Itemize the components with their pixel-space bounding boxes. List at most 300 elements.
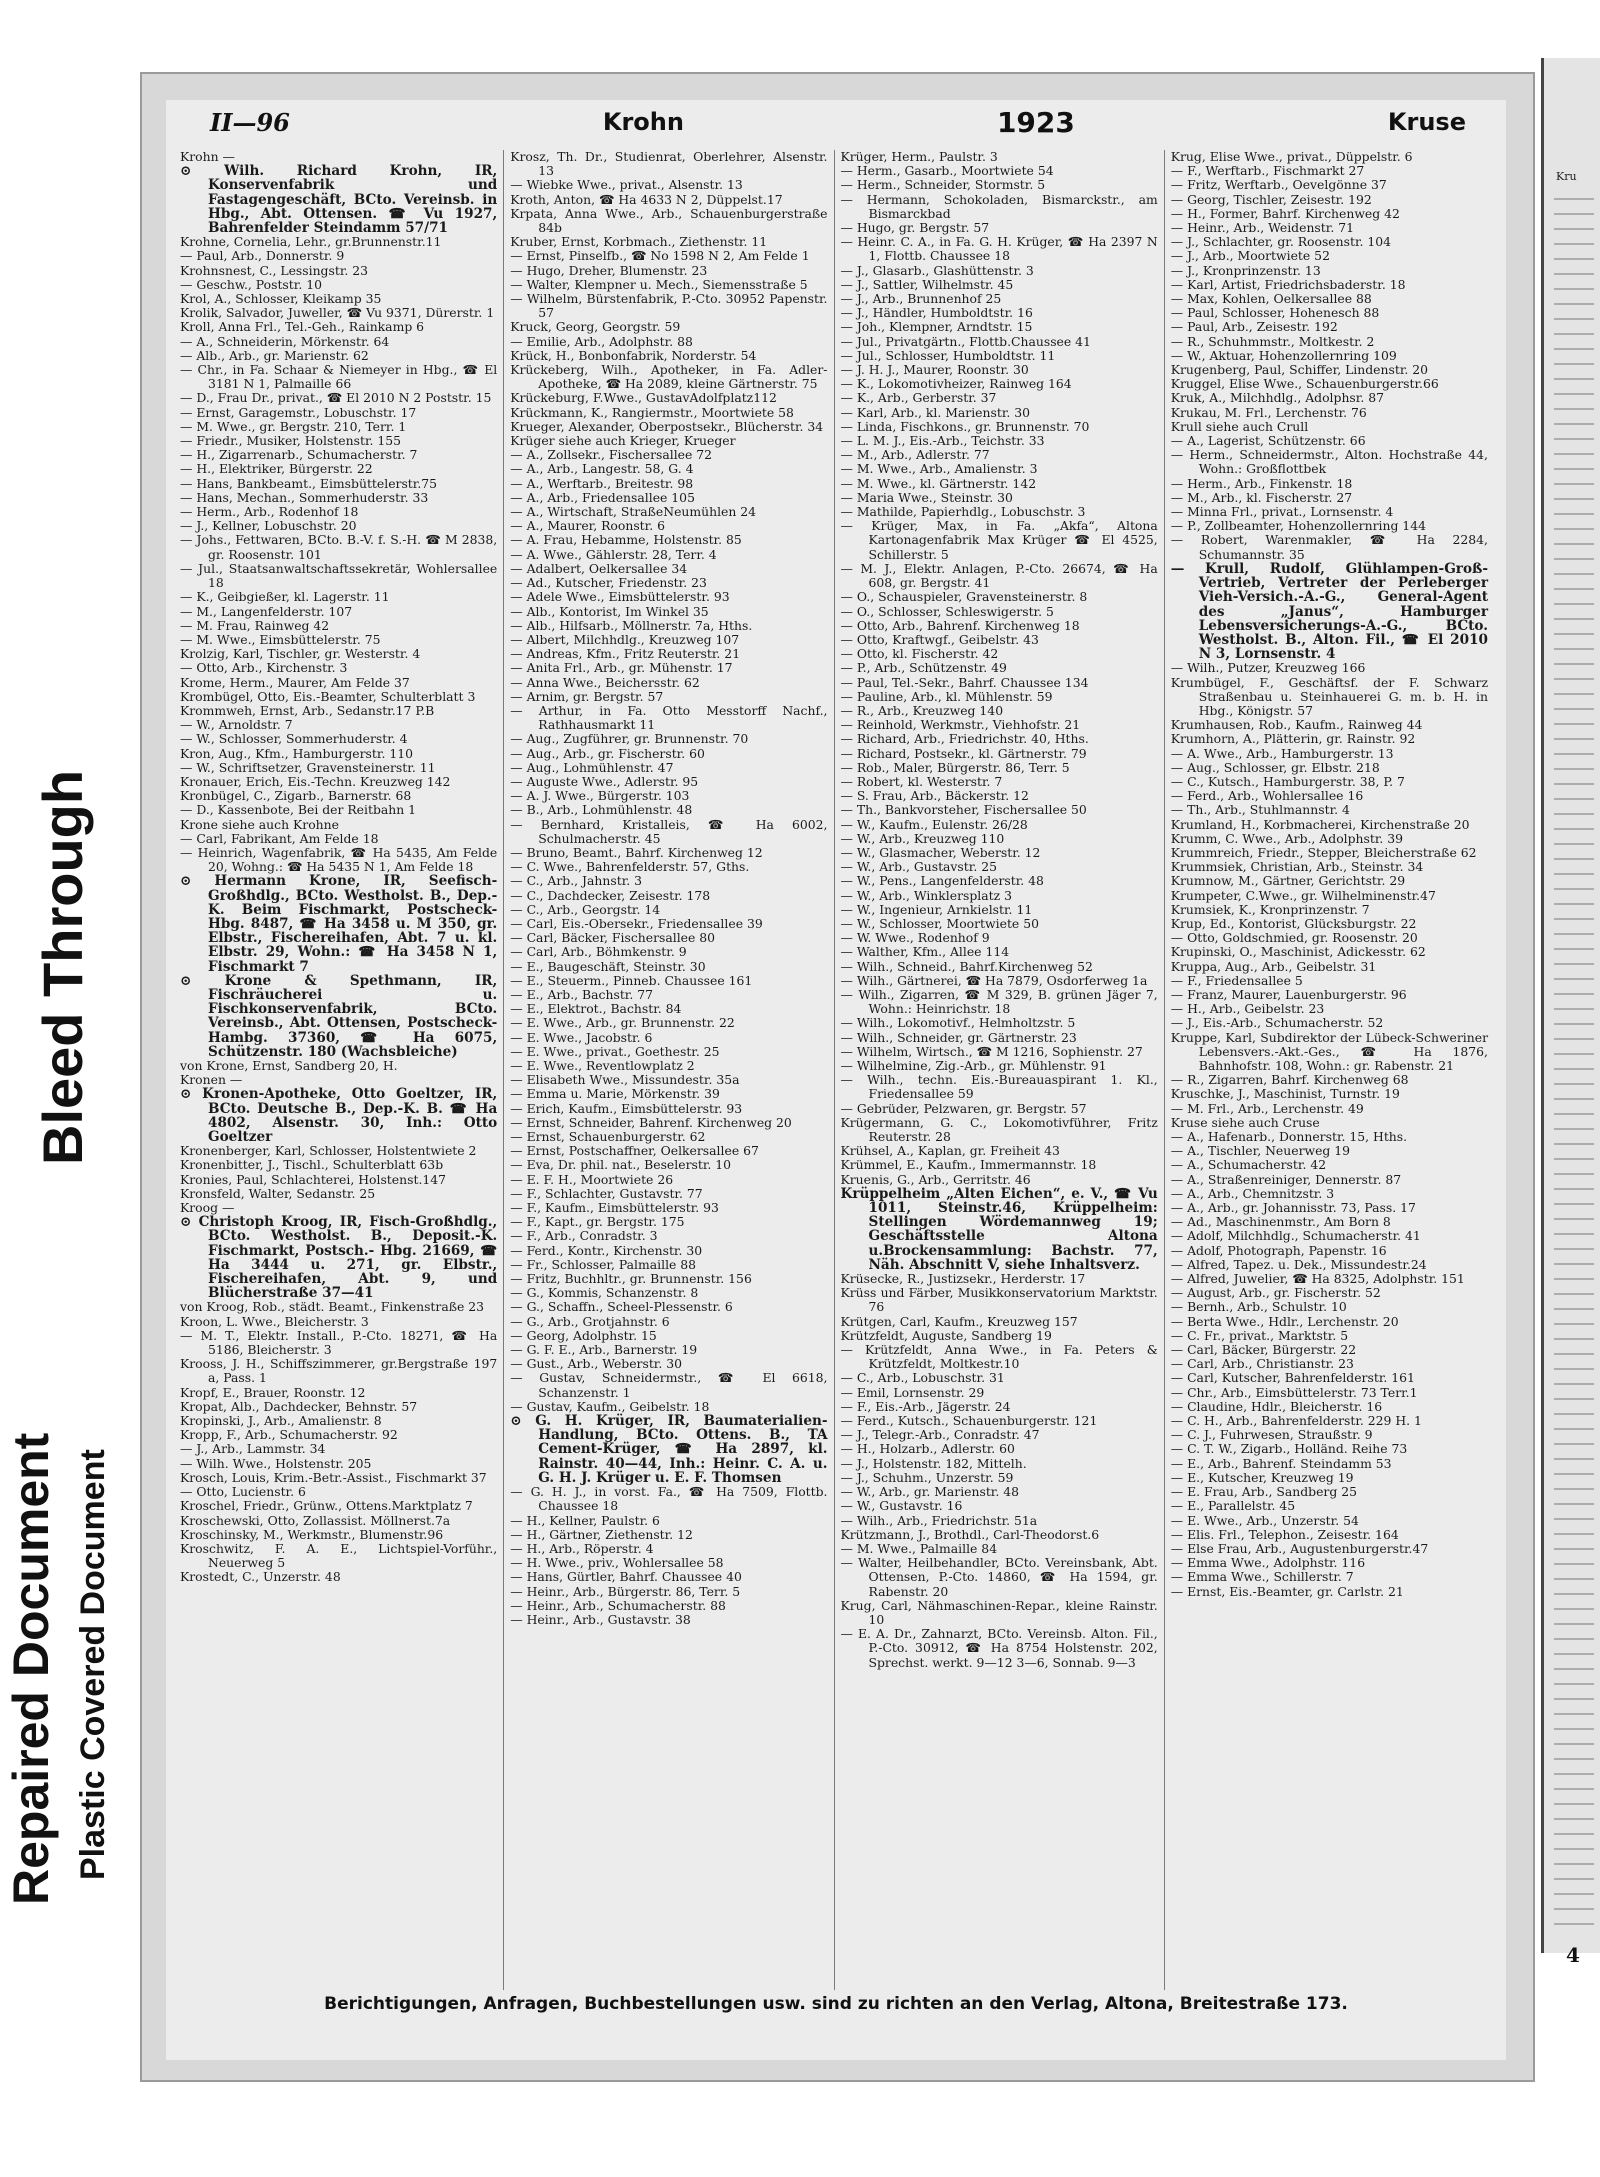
- directory-entry: — Adolf, Milchhdlg., Schumacherstr. 41: [1170, 1228, 1421, 1244]
- directory-entry: Kropinski, J., Arb., Amalienstr. 8: [180, 1413, 382, 1429]
- directory-entry: — Paul, Arb., Donnerstr. 9: [180, 248, 345, 264]
- directory-entry: Kruschke, J., Maschinist, Turnstr. 19: [1170, 1086, 1400, 1102]
- adjacent-page-edge: [1541, 58, 1600, 1967]
- directory-entry: — C., Dachdecker, Zeisestr. 178: [510, 887, 711, 903]
- directory-entry: — W., Schriftsetzer, Gravensteinerstr. 11: [180, 759, 436, 775]
- directory-entry: — E., Arb., Bahrenf. Steindamm 53: [1170, 1455, 1392, 1471]
- directory-entry: — Walter, Heilbehandler, BCto. Vereinsbank, Abt. Ottensen, P.-Cto. 14860, ☎ Ha 1594, gr. Rabenstr. 20: [840, 1555, 1158, 1599]
- directory-entry: — Rob., Maler, Bürgerstr. 86, Terr. 5: [840, 759, 1070, 775]
- directory-entry: Krombügel, Otto, Eis.-Beamter, Schulterblatt 3: [180, 688, 476, 704]
- directory-entry: — Max, Kohlen, Oelkersallee 88: [1170, 291, 1372, 307]
- directory-entry: Krumhorn, A., Plätterin, gr. Rainstr. 92: [1170, 731, 1416, 747]
- directory-entry: — Alfred, Juwelier, ☎ Ha 8325, Adolphstr. 151: [1170, 1271, 1465, 1287]
- directory-entry: Krütgen, Carl, Kaufm., Kreuzweg 157: [840, 1313, 1078, 1329]
- directory-entry: — Hugo, gr. Bergstr. 57: [840, 220, 990, 236]
- directory-entry: — Ernst, Schneider, Bahrenf. Kirchenweg 20: [510, 1114, 792, 1130]
- directory-entry: — Bernhard, Kristalleis, ☎ Ha 6002, Schulmacherstr. 45: [510, 816, 828, 846]
- directory-entry: — J., Sattler, Wilhelmstr. 45: [840, 276, 1014, 292]
- directory-entry: — J. H. J., Maurer, Roonstr. 30: [840, 362, 1029, 378]
- directory-entry: — Otto, Arb., Bahrenf. Kirchenweg 18: [840, 617, 1080, 633]
- directory-entry: Krützfeldt, Auguste, Sandberg 19: [840, 1327, 1052, 1343]
- directory-entry: — J., Glasarb., Glashüttenstr. 3: [840, 262, 1034, 278]
- directory-entry: — A. Frau, Hebamme, Holstenstr. 85: [510, 532, 742, 548]
- directory-entry: — A., Tischler, Neuerweg 19: [1170, 1143, 1351, 1159]
- directory-entry: — E. Wwe., Jacobstr. 6: [510, 1029, 653, 1045]
- directory-entry: — Adolf, Photograph, Papenstr. 16: [1170, 1242, 1387, 1258]
- directory-entry: — A., Straßenreiniger, Dennerstr. 87: [1170, 1171, 1402, 1187]
- directory-entry: — F., Schlachter, Gustavstr. 77: [510, 1185, 703, 1201]
- directory-entry: — Alb., Hilfsarb., Möllnerstr. 7a, Hths.: [510, 617, 753, 633]
- directory-entry: — Walther, Kfm., Allee 114: [840, 944, 1010, 960]
- publisher-footer: Berichtigungen, Anfragen, Buchbestellungen usw. sind zu richten an den Verlag, Altona, Breitestraße 173.: [324, 1994, 1348, 2014]
- directory-entry: — J., Telegr.-Arb., Conradstr. 47: [840, 1427, 1040, 1443]
- directory-entry: — M. Wwe., Eimsbüttelerstr. 75: [180, 631, 381, 647]
- directory-entry: — S. Frau, Arb., Bäckerstr. 12: [840, 788, 1029, 804]
- directory-entry: — Wilh., Schneider, gr. Gärtnerstr. 23: [840, 1029, 1077, 1045]
- directory-entry: — Carl, Arb., Böhmkenstr. 9: [510, 944, 687, 960]
- header-last-entry: Kruse: [1387, 108, 1466, 136]
- directory-entry: — A. Wwe., Gählerstr. 28, Terr. 4: [510, 546, 717, 562]
- directory-entry: Kruck, Georg, Georgstr. 59: [510, 319, 681, 335]
- directory-entry: — G. H. J., in vorst. Fa., ☎ Ha 7509, Flottb. Chaussee 18: [510, 1484, 828, 1514]
- directory-entry: — Emma Wwe., Schillerstr. 7: [1170, 1569, 1354, 1585]
- directory-entry: — Aug., Zugführer, gr. Brunnenstr. 70: [510, 731, 749, 747]
- directory-entry: — J., Arb., Brunnenhof 25: [840, 291, 1002, 307]
- directory-entry: Krumm, C. Wwe., Arb., Adolphstr. 39: [1170, 830, 1404, 846]
- directory-entry: — E., Elektrot., Bachstr. 84: [510, 1001, 682, 1017]
- directory-columns: [174, 150, 1494, 1990]
- directory-entry: — Wilh., Schneid., Bahrf.Kirchenweg 52: [840, 958, 1093, 974]
- directory-entry: — Carl, Kutscher, Bahrenfelderstr. 161: [1170, 1370, 1415, 1386]
- directory-entry: — W., Arb., Kreuzweg 110: [840, 830, 1005, 846]
- directory-entry: — Emma u. Marie, Mörkenstr. 39: [510, 1086, 720, 1102]
- directory-entry: — Ferd., Kontr., Kirchenstr. 30: [510, 1242, 703, 1258]
- directory-entry: Krümmel, E., Kaufm., Immermannstr. 18: [840, 1157, 1097, 1173]
- directory-entry: Krumland, H., Korbmacherei, Kirchenstraße 20: [1170, 816, 1470, 832]
- directory-entry: — H., Former, Bahrf. Kirchenweg 42: [1170, 205, 1400, 221]
- directory-entry: — Paul, Arb., Zeisestr. 192: [1170, 319, 1338, 335]
- directory-entry: — Robert, Warenmakler, ☎ Ha 2284, Schumannstr. 35: [1170, 532, 1488, 562]
- directory-entry: — D., Kassenbote, Bei der Reitbahn 1: [180, 802, 417, 818]
- directory-entry: Krug, Carl, Nähmaschinen-Repar., kleine Rainstr. 10: [840, 1597, 1158, 1627]
- directory-entry: — Alb., Arb., gr. Marienstr. 62: [180, 347, 369, 363]
- directory-entry: — W., Kaufm., Eulenstr. 26/28: [840, 816, 1028, 832]
- directory-entry: — M. Wwe., Arb., Amalienstr. 3: [840, 461, 1038, 477]
- directory-entry: Krüger siehe auch Krieger, Krueger: [510, 433, 736, 449]
- adjacent-page-number: 4: [1566, 1943, 1580, 1967]
- directory-entry: — O., Schlosser, Schleswigerstr. 5: [840, 603, 1054, 619]
- directory-entry: — J., Holstenstr. 182, Mittelh.: [840, 1455, 1027, 1471]
- directory-entry: — M., Langenfelderstr. 107: [180, 603, 353, 619]
- directory-entry: — Otto, kl. Fischerstr. 42: [840, 646, 999, 662]
- directory-entry: — J., Kellner, Lobuschstr. 20: [180, 518, 357, 534]
- directory-entry: Krone siehe auch Krohne: [180, 816, 339, 832]
- directory-entry: — Fritz, Buchhltr., gr. Brunnenstr. 156: [510, 1271, 752, 1287]
- directory-entry: von Krone, Ernst, Sandberg 20, H.: [180, 1058, 398, 1073]
- directory-entry: — E. Wwe., Arb., gr. Brunnenstr. 22: [510, 1015, 735, 1031]
- directory-entry: Krol, A., Schlosser, Kleikamp 35: [180, 291, 382, 307]
- directory-entry: — Alfred, Tapez. u. Dek., Missundestr.24: [1170, 1256, 1427, 1272]
- directory-entry: — Johs., Fettwaren, BCto. B.-V. f. S.-H. ☎ M 2838, gr. Roosenstr. 101: [180, 532, 498, 562]
- directory-entry: ⊙ G. H. Krüger, IR, Baumaterialien-Handlung, BCto. Ottens. B., TA Cement-Krüger, ☎ Ha 2897, kl. Rainstr. 40—44, Inh.: Heinr. C. A. u. G. H. J. Krüger u. E. F. Thomsen: [510, 1413, 828, 1486]
- directory-entry: — Wilh., Zigarren, ☎ M 329, B. grünen Jäger 7, Wohn.: Heinrichstr. 18: [840, 986, 1158, 1017]
- directory-entry: Kroschel, Friedr., Grünw., Ottens.Marktplatz 7: [180, 1498, 473, 1514]
- directory-entry: Kruggel, Elise Wwe., Schauenburgerstr.66: [1170, 376, 1439, 392]
- directory-entry: — Anna Wwe., Beichersstr. 62: [510, 674, 700, 690]
- directory-entry: — J., Schlachter, gr. Roosenstr. 104: [1170, 234, 1392, 250]
- directory-entry: — Wilh. Wwe., Holstenstr. 205: [180, 1455, 372, 1471]
- directory-entry: — Ad., Maschinenmstr., Am Born 8: [1170, 1214, 1391, 1230]
- column-2: [504, 150, 834, 1990]
- directory-entry: — Wilh., Putzer, Kreuzweg 166: [1170, 660, 1366, 676]
- directory-entry: — Minna Frl., privat., Lornsenstr. 4: [1170, 504, 1394, 520]
- directory-entry: — C., Arb., Georgstr. 14: [510, 901, 661, 917]
- directory-entry: — K., Arb., Gerberstr. 37: [840, 390, 997, 406]
- directory-entry: Kronenberger, Karl, Schlosser, Holstentwiete 2: [180, 1143, 477, 1159]
- directory-entry: Krüppelheim „Alten Eichen“, e. V., ☎ Vu 1011, Steinstr.46, Krüppelheim: Stellingen Wördemannweg 19; Geschäftsstelle Altona u.Brockensammlung: Bachstr. 77, Näh. Abschnitt V, siehe Inhaltsverz.: [840, 1185, 1158, 1273]
- directory-entry: Krolzig, Karl, Tischler, gr. Westerstr. 4: [180, 646, 421, 662]
- adjacent-page-fragment: Kru: [1556, 170, 1577, 183]
- directory-entry: — E., Arb., Bachstr. 77: [510, 986, 654, 1002]
- directory-entry: ⊙ Krone & Spethmann, IR, Fischräucherei u. Fischkonservenfabrik, BCto. Vereinsb., Abt. Ottensen, Postscheck- Hambg. 37360, ☎ Ha 6075, Schützenstr. 180 (Wachsbleiche): [180, 972, 498, 1060]
- directory-entry: — Otto, Goldschmied, gr. Roosenstr. 20: [1170, 930, 1418, 946]
- directory-entry: — F., Kapt., gr. Bergstr. 175: [510, 1214, 685, 1230]
- directory-entry: — F., Eis.-Arb., Jägerstr. 24: [840, 1398, 1011, 1414]
- directory-entry: Krück, H., Bonbonfabrik, Norderstr. 54: [510, 347, 757, 363]
- directory-entry: — M. Wwe., gr. Bergstr. 210, Terr. 1: [180, 418, 407, 434]
- directory-entry: — Arthur, in Fa. Otto Messtorff Nachf., Rathhausmarkt 11: [510, 702, 828, 733]
- directory-entry: — A., Wirtschaft, StraßeNeumühlen 24: [510, 504, 757, 520]
- directory-entry: Kroon, L. Wwe., Bleicherstr. 3: [180, 1313, 369, 1329]
- directory-entry: — Reinhold, Werkmstr., Viehhofstr. 21: [840, 717, 1081, 733]
- directory-entry: — Hans, Gürtler, Bahrf. Chaussee 40: [510, 1569, 742, 1585]
- directory-entry: ⊙ Christoph Kroog, IR, Fisch-Großhdlg., BCto. Westholst. B., Deposit.-K. Fischmarkt, Postsch.- Hbg. 21669, ☎ Ha 3444 u. 271, gr. Elbstr., Fischereihafen, Abt. 9, und Blücherstraße 37—41: [180, 1214, 498, 1302]
- directory-entry: — Emma Wwe., Adolphstr. 116: [1170, 1555, 1366, 1571]
- directory-entry: — G., Schaffn., Scheel-Plessenstr. 6: [510, 1299, 733, 1315]
- directory-entry: Kronbügel, C., Zigarb., Barnerstr. 68: [180, 788, 412, 804]
- directory-entry: — E. Wwe., privat., Goethestr. 25: [510, 1043, 720, 1059]
- directory-entry: — Berta Wwe., Hdlr., Lerchenstr. 20: [1170, 1313, 1399, 1329]
- directory-entry: — R., Zigarren, Bahrf. Kirchenweg 68: [1170, 1072, 1409, 1088]
- directory-entry: — M. Wwe., Palmaille 84: [840, 1540, 998, 1556]
- directory-entry: — Gebrüder, Pelzwaren, gr. Bergstr. 57: [840, 1100, 1087, 1116]
- directory-entry: — H., Zigarrenarb., Schumacherstr. 7: [180, 447, 418, 463]
- directory-entry: — Fr., Schlosser, Palmaille 88: [510, 1256, 697, 1272]
- header-first-entry: Krohn: [602, 108, 684, 136]
- directory-entry: — Albert, Milchhdlg., Kreuzweg 107: [510, 631, 740, 647]
- directory-entry: — Geschw., Poststr. 10: [180, 276, 322, 292]
- directory-entry: Krumsiek, K., Kronprinzenstr. 7: [1170, 901, 1370, 917]
- directory-entry: Krupinski, O., Maschinist, Adickesstr. 62: [1170, 944, 1426, 960]
- directory-entry: Krohne, Cornelia, Lehr., gr.Brunnenstr.11: [180, 234, 442, 250]
- directory-entry: — Chr., in Fa. Schaar & Niemeyer in Hbg., ☎ El 3181 N 1, Palmaille 66: [180, 362, 498, 392]
- directory-entry: — W., Gustavstr. 16: [840, 1498, 963, 1514]
- directory-entry: Krommweh, Ernst, Arb., Sedanstr.17 P.B: [180, 702, 435, 718]
- directory-entry: — K., Lokomotivheizer, Rainweg 164: [840, 376, 1072, 392]
- directory-entry: — Heinr., Arb., Gustavstr. 38: [510, 1611, 691, 1627]
- directory-entry: — A., Arb., gr. Johannisstr. 73, Pass. 17: [1170, 1200, 1416, 1216]
- directory-entry: — Georg, Tischler, Zeisestr. 192: [1170, 191, 1372, 207]
- directory-entry: — E. F. H., Moortwiete 26: [510, 1171, 674, 1187]
- directory-entry: — Aug., Arb., gr. Fischerstr. 60: [510, 745, 705, 761]
- directory-entry: — Herm., Gasarb., Moortwiete 54: [840, 163, 1054, 179]
- directory-entry: — Carl, Bäcker, Bürgerstr. 22: [1170, 1342, 1357, 1358]
- directory-entry: — Ernst, Pinselfb., ☎ No 1598 N 2, Am Felde 1: [510, 248, 810, 264]
- directory-entry: — Wilh., Lokomotivf., Helmholtzstr. 5: [840, 1015, 1076, 1031]
- directory-entry: — Joh., Klempner, Arndtstr. 15: [840, 319, 1033, 335]
- directory-entry: — Emil, Lornsenstr. 29: [840, 1384, 985, 1400]
- scanner-margin: [0, 0, 140, 2177]
- directory-entry: Kropat, Alb., Dachdecker, Behnstr. 57: [180, 1398, 418, 1414]
- directory-entry: — W., Arb., Gustavstr. 25: [840, 859, 997, 875]
- directory-entry: Kroll, Anna Frl., Tel.-Geh., Rainkamp 6: [180, 319, 425, 335]
- directory-entry: — P., Arb., Schützenstr. 49: [840, 660, 1007, 676]
- directory-entry: — Ernst, Postschaffner, Oelkersallee 67: [510, 1143, 759, 1159]
- directory-entry: — Herm., Arb., Rodenhof 18: [180, 504, 359, 520]
- directory-entry: — C. Fr., privat., Marktstr. 5: [1170, 1327, 1349, 1343]
- directory-entry: Kron, Aug., Kfm., Hamburgerstr. 110: [180, 745, 413, 761]
- directory-entry: — Otto, Kraftwgf., Geibelstr. 43: [840, 631, 1039, 647]
- directory-entry: — W., Arb., gr. Marienstr. 48: [840, 1484, 1020, 1500]
- directory-entry: — Gustav, Schneidermstr., ☎ El 6618, Schanzenstr. 1: [510, 1370, 828, 1400]
- directory-entry: — M. J., Elektr. Anlagen, P.-Cto. 26674, ☎ Ha 608, gr. Bergstr. 41: [840, 560, 1158, 591]
- directory-entry: — Herm., Schneidermstr., Alton. Hochstraße 44, Wohn.: Großflottbek: [1170, 447, 1488, 477]
- directory-entry: — Ernst, Eis.-Beamter, gr. Carlstr. 21: [1170, 1583, 1404, 1599]
- directory-entry: Krumhausen, Rob., Kaufm., Rainweg 44: [1170, 717, 1423, 733]
- directory-entry: — C. T. W., Zigarb., Holländ. Reihe 73: [1170, 1441, 1408, 1457]
- directory-entry: — A., Werftarb., Breitestr. 98: [510, 475, 694, 491]
- directory-entry: — W., Schlosser, Sommerhuderstr. 4: [180, 731, 408, 747]
- directory-entry: — Walter, Klempner u. Mech., Siemensstraße 5: [510, 276, 808, 292]
- directory-entry: — Linda, Fischkons., gr. Brunnenstr. 70: [840, 418, 1090, 434]
- directory-entry: — Paul, Tel.-Sekr., Bahrf. Chaussee 134: [840, 674, 1089, 690]
- directory-entry: — B., Arb., Lohmühlenstr. 48: [510, 802, 693, 818]
- directory-entry: — Bruno, Beamt., Bahrf. Kirchenweg 12: [510, 844, 763, 860]
- directory-entry: Kroschwitz, F. A. E., Lichtspiel-Vorführ., Neuerweg 5: [180, 1540, 498, 1571]
- page-number: II—96: [210, 107, 290, 137]
- directory-entry: — Aug., Lohmühlenstr. 47: [510, 759, 674, 775]
- directory-entry: — A., Arb., Chemnitzstr. 3: [1170, 1185, 1335, 1201]
- directory-entry: — Chr., Arb., Eimsbüttelerstr. 73 Terr.1: [1170, 1384, 1418, 1400]
- directory-entry: — Claudine, Hdlr., Bleicherstr. 16: [1170, 1398, 1383, 1414]
- directory-entry: Krumnow, M., Gärtner, Gerichtstr. 29: [1170, 873, 1406, 889]
- directory-entry: — Gustav, Kaufm., Geibelstr. 18: [510, 1398, 710, 1414]
- directory-entry: — W., Schlosser, Moortwiete 50: [840, 915, 1039, 931]
- directory-entry: — C. H., Arb., Bahrenfelderstr. 229 H. 1: [1170, 1413, 1422, 1429]
- directory-entry: — G., Kommis, Schanzenstr. 8: [510, 1285, 699, 1301]
- directory-entry: Kronies, Paul, Schlachterei, Holstenst.147: [180, 1171, 447, 1187]
- column-4: [1165, 150, 1494, 1990]
- directory-entry: Kropf, E., Brauer, Roonstr. 12: [180, 1384, 366, 1400]
- directory-entry: Krostedt, C., Unzerstr. 48: [180, 1569, 341, 1585]
- directory-entry: — C., Kutsch., Hamburgerstr. 38, P. 7: [1170, 773, 1405, 789]
- directory-entry: — Th., Bankvorsteher, Fischersallee 50: [840, 802, 1087, 818]
- directory-entry: — Otto, Lucienstr. 6: [180, 1484, 306, 1500]
- directory-entry: Krukau, M. Frl., Lerchenstr. 76: [1170, 404, 1367, 420]
- column-1: [174, 150, 504, 1990]
- directory-entry: — Emilie, Arb., Adolphstr. 88: [510, 333, 693, 349]
- directory-entry: Krummsiek, Christian, Arb., Steinstr. 34: [1170, 859, 1424, 875]
- directory-entry: — A., Maurer, Roonstr. 6: [510, 518, 665, 534]
- directory-entry: — G., Arb., Grotjahnstr. 6: [510, 1313, 670, 1329]
- directory-entry: — Wiebke Wwe., privat., Alsenstr. 13: [510, 177, 743, 193]
- directory-entry: — Heinr., Arb., Bürgerstr. 86, Terr. 5: [510, 1583, 741, 1599]
- directory-entry: — Krull, Rudolf, Glühlampen-Groß-Vertrieb, Vertreter der Perleberger Vieh-Versich.-A.-G., General-Agent des „Janus“, Hamburger Lebensversicherungs-A.-G., BCto. Westholst. B., Alton. Fil., ☎ El 2010 N 3, Lornsenstr. 4: [1170, 560, 1488, 663]
- directory-entry: — Ferd., Kutsch., Schauenburgerstr. 121: [840, 1413, 1098, 1429]
- directory-entry: — J., Arb., Moortwiete 52: [1170, 248, 1330, 264]
- directory-entry: — Wilh., techn. Eis.-Bureauaspirant 1. Kl., Friedensallee 59: [840, 1072, 1158, 1102]
- directory-entry: — H., Holzarb., Adlerstr. 60: [840, 1441, 1015, 1457]
- directory-entry: Kroschinsky, M., Werkmstr., Blumenstr.96: [180, 1526, 444, 1542]
- repaired-document-label: Repaired Document: [3, 1432, 59, 1905]
- directory-entry: Krull siehe auch Crull: [1170, 418, 1309, 434]
- directory-entry: — Carl, Eis.-Obersekr., Friedensallee 39: [510, 915, 763, 931]
- page-header: [166, 100, 1506, 144]
- directory-entry: — A., Hafenarb., Donnerstr. 15, Hths.: [1170, 1129, 1408, 1145]
- directory-entry: — H., Kellner, Paulstr. 6: [510, 1512, 660, 1528]
- plastic-covered-label: Plastic Covered Document: [74, 1449, 112, 1880]
- directory-entry: Krooss, J. H., Schiffszimmerer, gr.Bergstraße 197 a, Pass. 1: [180, 1356, 498, 1386]
- directory-entry: — H., Arb., Röperstr. 4: [510, 1540, 654, 1556]
- directory-entry: — Carl, Arb., Christianstr. 23: [1170, 1356, 1354, 1372]
- directory-entry: — C. Wwe., Bahrenfelderstr. 57, Gths.: [510, 859, 750, 875]
- directory-entry: — A., Lagerist, Schützenstr. 66: [1170, 433, 1366, 449]
- directory-entry: Krückmann, K., Rangiermstr., Moortwiete 58: [510, 404, 794, 420]
- directory-entry: Krüsecke, R., Justizsekr., Herderstr. 17: [840, 1271, 1086, 1287]
- directory-entry: — Richard, Arb., Friedrichstr. 40, Hths.: [840, 731, 1089, 747]
- directory-entry: — M., Arb., kl. Fischerstr. 27: [1170, 489, 1353, 505]
- directory-entry: — R., Arb., Kreuzweg 140: [840, 702, 1004, 718]
- directory-entry: Kronsfeld, Walter, Sedanstr. 25: [180, 1185, 376, 1201]
- directory-entry: — Ad., Kutscher, Friedenstr. 23: [510, 575, 707, 591]
- directory-entry: Krome, Herm., Maurer, Am Felde 37: [180, 674, 410, 690]
- directory-entry: — Alb., Kontorist, Im Winkel 35: [510, 603, 709, 619]
- directory-entry: — Elisabeth Wwe., Missundestr. 35a: [510, 1072, 740, 1088]
- directory-entry: — Heinrich, Wagenfabrik, ☎ Ha 5435, Am Felde 20, Wohng.: ☎ Ha 5435 N 1, Am Felde 18: [180, 844, 498, 875]
- directory-entry: — A., Zollsekr., Fischersallee 72: [510, 447, 713, 463]
- directory-entry: — Wilh., Gärtnerei, ☎ Ha 7879, Osdorferweg 1a: [840, 972, 1148, 988]
- directory-entry: — H., Arb., Geibelstr. 23: [1170, 1001, 1325, 1017]
- directory-entry: — Carl, Bäcker, Fischersallee 80: [510, 930, 716, 946]
- directory-entry: — H., Elektriker, Bürgerstr. 22: [180, 461, 373, 477]
- directory-entry: Krugenberg, Paul, Schiffer, Lindenstr. 20: [1170, 362, 1429, 378]
- directory-entry: — R., Schuhmmstr., Moltkestr. 2: [1170, 333, 1375, 349]
- directory-entry: — Hans, Bankbeamt., Eimsbüttelerstr.75: [180, 475, 438, 491]
- directory-entry: — F., Arb., Conradstr. 3: [510, 1228, 658, 1244]
- directory-entry: — Paul, Schlosser, Hohenesch 88: [1170, 305, 1380, 321]
- directory-entry: Kroth, Anton, ☎ Ha 4633 N 2, Düppelst.17: [510, 191, 783, 207]
- directory-entry: — C., Arb., Jahnstr. 3: [510, 873, 643, 889]
- directory-entry: — E., Steuerm., Pinneb. Chaussee 161: [510, 972, 753, 988]
- directory-entry: — Franz, Maurer, Lauenburgerstr. 96: [1170, 986, 1407, 1002]
- directory-entry: — Wilhelmine, Zig.-Arb., gr. Mühlenstr. 91: [840, 1058, 1107, 1073]
- directory-entry: Kruenis, G., Arb., Gerritstr. 46: [840, 1171, 1031, 1187]
- directory-entry: — Heinr. C. A., in Fa. G. H. Krüger, ☎ Ha 2397 N 1, Flottb. Chaussee 18: [840, 234, 1158, 264]
- directory-entry: — H. Wwe., priv., Wohlersallee 58: [510, 1555, 724, 1571]
- directory-entry: — Anita Frl., Arb., gr. Mühenstr. 17: [510, 660, 733, 676]
- directory-entry: — Hans, Mechan., Sommerhuderstr. 33: [180, 489, 429, 505]
- directory-entry: — A., Schneiderin, Mörkenstr. 64: [180, 333, 390, 349]
- directory-entry: Kruber, Ernst, Korbmach., Ziethenstr. 11: [510, 234, 768, 250]
- directory-entry: — Wilh., Arb., Friedrichstr. 51a: [840, 1512, 1038, 1528]
- directory-entry: — E., Baugeschäft, Steinstr. 30: [510, 958, 706, 974]
- bleed-through-label: Bleed Through: [31, 769, 94, 1165]
- directory-entry: — J., Kronprinzenstr. 13: [1170, 262, 1321, 278]
- directory-entry: — Pauline, Arb., kl. Mühlenstr. 59: [840, 688, 1053, 704]
- directory-entry: — Wilhelm, Wirtsch., ☎ M 1216, Sophienstr. 27: [840, 1043, 1143, 1059]
- scanned-page: [140, 72, 1535, 2082]
- directory-entry: — Erich, Kaufm., Eimsbüttelerstr. 93: [510, 1100, 743, 1116]
- directory-entry: Krumbügel, F., Geschäftsf. der F. Schwarz Straßenbau u. Steinhauerei G. m. b. H. in Hbg., Königstr. 57: [1170, 674, 1488, 718]
- directory-entry: — Andreas, Kfm., Fritz Reuterstr. 21: [510, 646, 741, 662]
- directory-entry: Krüger, Herm., Paulstr. 3: [840, 150, 998, 164]
- directory-entry: — M., Arb., Adlerstr. 77: [840, 447, 990, 463]
- directory-entry: — E., Parallelstr. 45: [1170, 1498, 1296, 1514]
- directory-entry: ⊙ Kronen-Apotheke, Otto Goeltzer, IR, BCto. Deutsche B., Dep.-K. B. ☎ Ha 4802, Alsenstr. 30, Inh.: Otto Goeltzer: [180, 1086, 498, 1146]
- directory-entry: Krückeburg, F.Wwe., GustavAdolfplatz112: [510, 390, 777, 406]
- directory-entry: — M. Frau, Rainweg 42: [180, 617, 330, 633]
- directory-entry: — Fritz, Werftarb., Oevelgönne 37: [1170, 177, 1387, 193]
- directory-entry: Kroschewski, Otto, Zollassist. Möllnerst.7a: [180, 1512, 451, 1528]
- directory-entry: — Friedr., Musiker, Holstenstr. 155: [180, 433, 402, 449]
- directory-entry: Krueger, Alexander, Oberpostsekr., Blücherstr. 34: [510, 418, 824, 434]
- directory-entry: — C., Arb., Lobuschstr. 31: [840, 1370, 1005, 1386]
- directory-entry: Kropp, F., Arb., Schumacherstr. 92: [180, 1427, 398, 1443]
- directory-entry: — F., Friedensallee 5: [1170, 972, 1303, 988]
- directory-entry: — F., Kaufm., Eimsbüttelerstr. 93: [510, 1200, 719, 1216]
- directory-entry: — O., Schauspieler, Gravensteinerstr. 8: [840, 589, 1088, 605]
- directory-entry: — Robert, kl. Westerstr. 7: [840, 773, 1003, 789]
- directory-entry: — August, Arb., gr. Fischerstr. 52: [1170, 1285, 1381, 1301]
- directory-entry: — Hermann, Schokoladen, Bismarckstr., am Bismarckbad: [840, 191, 1158, 221]
- directory-entry: — Jul., Schlosser, Humboldtstr. 11: [840, 347, 1056, 363]
- directory-entry: Krückeberg, Wilh., Apotheker, in Fa. Adler-Apotheke, ☎ Ha 2089, kleine Gärtnerstr. 75: [510, 362, 828, 392]
- directory-entry: — Elis. Frl., Telephon., Zeisestr. 164: [1170, 1526, 1399, 1542]
- directory-entry: — Karl, Arb., kl. Marienstr. 30: [840, 404, 1031, 420]
- directory-entry: — Ernst, Schauenburgerstr. 62: [510, 1129, 706, 1145]
- directory-entry: — Arnim, gr. Bergstr. 57: [510, 688, 664, 704]
- directory-entry: — Herm., Schneider, Stormstr. 5: [840, 177, 1046, 193]
- directory-entry: — D., Frau Dr., privat., ☎ El 2010 N 2 Poststr. 15: [180, 390, 492, 406]
- directory-entry: — Karl, Artist, Friedrichsbaderstr. 18: [1170, 276, 1406, 292]
- directory-entry: Krosch, Louis, Krim.-Betr.-Assist., Fischmarkt 37: [180, 1469, 487, 1485]
- directory-entry: ⊙ Hermann Krone, IR, Seefisch-Großhdlg., BCto. Westholst. B., Dep.-K. Beim Fischmarkt, Postscheck- Hbg. 8487, ☎ Ha 3458 u. M 350, gr. Elbstr., Fischereihafen, Abt. 7 u. kl. Elbstr. 29, Wohn.: ☎ Ha 3458 N 1, Fischmarkt 7: [180, 873, 498, 975]
- directory-entry: ⊙ Wilh. Richard Krohn, IR, Konservenfabrik und Fastagengeschäft, BCto. Vereinsb. in Hbg., Abt. Ottensen. ☎ Vu 1927, Bahrenfelder Steindamm 57/71: [180, 163, 498, 237]
- column-3: [835, 150, 1165, 1990]
- directory-entry: Krumpeter, C.Wwe., gr. Wilhelminenstr.47: [1170, 887, 1436, 903]
- directory-entry: — J., Eis.-Arb., Schumacherstr. 52: [1170, 1015, 1384, 1031]
- directory-entry: — Mathilde, Papierhdlg., Lobuschstr. 3: [840, 504, 1086, 520]
- page-content: [166, 100, 1506, 2060]
- directory-entry: Krummreich, Friedr., Stepper, Bleicherstraße 62: [1170, 844, 1477, 860]
- directory-entry: — A., Arb., Friedensallee 105: [510, 489, 695, 505]
- directory-entry: — A., Arb., Langestr. 58, G. 4: [510, 461, 694, 477]
- directory-entry: — H., Gärtner, Ziethenstr. 12: [510, 1526, 693, 1542]
- directory-entry: Kronen —: [180, 1072, 243, 1088]
- directory-entry: Krüss und Färber, Musikkonservatorium Marktstr. 76: [840, 1285, 1158, 1315]
- directory-entry: — E. A. Dr., Zahnarzt, BCto. Vereinsb. Alton. Fil., P.-Cto. 30912, ☎ Ha 8754 Holstenstr. 202, Sprechst. werkt. 9—12 3—6, Sonnab. 9—3: [840, 1626, 1158, 1670]
- directory-entry: — F., Werftarb., Fischmarkt 27: [1170, 163, 1365, 179]
- directory-entry: — Georg, Adolphstr. 15: [510, 1327, 657, 1343]
- directory-entry: Kruk, A., Milchhdlg., Adolphsr. 87: [1170, 390, 1384, 406]
- directory-entry: — Wilhelm, Bürstenfabrik, P.-Cto. 30952 Papenstr. 57: [510, 291, 828, 321]
- directory-entry: — Jul., Staatsanwaltschaftssekretär, Wohlersallee 18: [180, 560, 498, 591]
- directory-entry: — Jul., Privatgärtn., Flottb.Chaussee 41: [840, 333, 1091, 349]
- directory-entry: — A. J. Wwe., Bürgerstr. 103: [510, 788, 690, 804]
- directory-entry: — K., Geibgießer, kl. Lagerstr. 11: [180, 589, 390, 605]
- directory-entry: — Aug., Schlosser, gr. Elbstr. 218: [1170, 759, 1380, 775]
- directory-entry: — W., Arnoldstr. 7: [180, 717, 293, 733]
